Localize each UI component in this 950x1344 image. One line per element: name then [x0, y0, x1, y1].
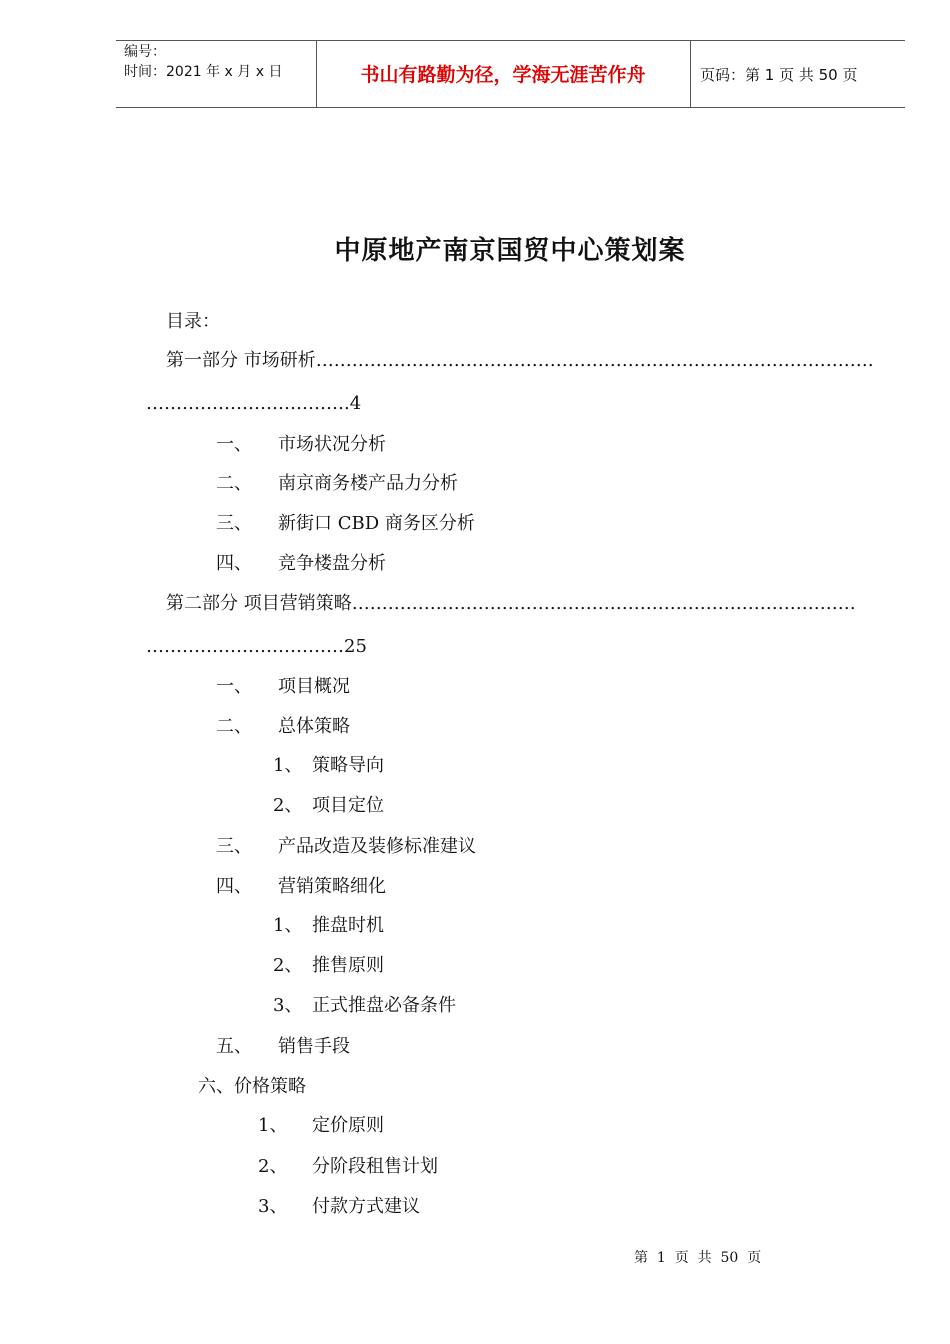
toc-part-1: [166, 349, 874, 373]
toc-item: [216, 715, 350, 739]
header-bottom-rule: [116, 107, 905, 108]
toc-item-number: 五、: [216, 1036, 252, 1057]
toc-item: [216, 512, 475, 536]
toc-subitem-number: 3、: [273, 995, 303, 1016]
toc-leader-dots: ……………………………: [146, 393, 344, 414]
toc-leader-dots: …………………………………………………………………………: [351, 593, 856, 614]
toc-item-text: 项目概况: [278, 676, 350, 697]
toc-part-2-label: 第二部分 项目营销策略: [166, 593, 352, 614]
toc-page-number: 25: [344, 636, 367, 657]
toc-item: [216, 875, 386, 899]
toc-subitem-number: 1、: [258, 1115, 288, 1136]
toc-item-number: 二、: [216, 473, 252, 494]
document-date-label: 时间：2021 年 x 月 x 日: [124, 64, 283, 80]
toc-subitem: [273, 994, 456, 1018]
toc-subitem: [273, 794, 384, 818]
toc-subitem: [258, 1114, 384, 1138]
toc-item-number: 二、: [216, 716, 252, 737]
toc-item-text: 新街口 CBD 商务区分析: [278, 513, 475, 534]
header-page-label: 页码：第 1 页 共 50 页: [700, 66, 858, 84]
toc-subitem-text: 项目定位: [312, 795, 384, 816]
toc-item-number: 三、: [216, 836, 252, 857]
toc-subitem-text: 付款方式建议: [312, 1196, 420, 1217]
toc-item-number: 一、: [216, 434, 252, 455]
toc-item-text: 销售手段: [278, 1036, 350, 1057]
toc-item: [216, 552, 386, 576]
header-motto: 书山有路勤为径，学海无涯苦作舟: [360, 64, 646, 86]
toc-leader-dots: ……………………………: [146, 636, 344, 657]
toc-part-1-label: 第一部分 市场研析: [166, 350, 316, 371]
toc-item-text: 竞争楼盘分析: [278, 553, 386, 574]
toc-item-number: 四、: [216, 553, 252, 574]
toc-subitem: [258, 1195, 420, 1219]
toc-part-2-cont: [146, 635, 367, 659]
header-meta: [124, 42, 282, 82]
toc-item: [216, 835, 476, 859]
toc-subitem-text: 分阶段租售计划: [312, 1156, 438, 1177]
toc-item-text: 产品改造及装修标准建议: [278, 836, 476, 857]
document-title: 中原地产南京国贸中心策划案: [334, 236, 686, 266]
toc-subitem-text: 定价原则: [312, 1115, 384, 1136]
toc-subitem-number: 2、: [258, 1156, 288, 1177]
toc-subitem-number: 2、: [273, 955, 303, 976]
header-divider-right: [690, 40, 691, 108]
toc-item-text: 南京商务楼产品力分析: [278, 473, 458, 494]
toc-item-number: 四、: [216, 876, 252, 897]
document-number-label: 编号：: [124, 44, 166, 60]
toc-item: [216, 1035, 350, 1059]
toc-item: [216, 675, 350, 699]
toc-subitem: [273, 954, 384, 978]
toc-subitem-number: 1、: [273, 755, 303, 776]
toc-label: 目录：: [166, 311, 220, 332]
toc-subitem-text: 策略导向: [312, 755, 384, 776]
toc-subitem-text: 正式推盘必备条件: [312, 995, 456, 1016]
toc-subitem-number: 2、: [273, 795, 303, 816]
toc-item-text: 市场状况分析: [278, 434, 386, 455]
header-top-rule: [116, 40, 905, 41]
toc-item-number: 一、: [216, 676, 252, 697]
toc-subitem: [258, 1155, 438, 1179]
toc-item: [216, 433, 386, 457]
toc-item-text: 六、价格策略: [198, 1076, 306, 1097]
toc-item: [216, 472, 458, 496]
toc-subitem: [273, 914, 384, 938]
toc-part-2: [166, 592, 856, 616]
toc-item: [198, 1075, 306, 1099]
toc-subitem-text: 推售原则: [312, 955, 384, 976]
toc-subitem-text: 推盘时机: [312, 915, 384, 936]
toc-subitem-number: 3、: [258, 1196, 288, 1217]
page-footer: 第 1 页 共 50 页: [634, 1250, 762, 1266]
toc-item-number: 三、: [216, 513, 252, 534]
toc-subitem-number: 1、: [273, 915, 303, 936]
toc-part-1-cont: [146, 392, 361, 416]
toc-leader-dots: …………………………………………………………………………………: [315, 350, 874, 371]
toc-item-text: 总体策略: [278, 716, 350, 737]
toc-item-text: 营销策略细化: [278, 876, 386, 897]
toc-page-number: .4: [344, 393, 362, 414]
toc-subitem: [273, 754, 384, 778]
